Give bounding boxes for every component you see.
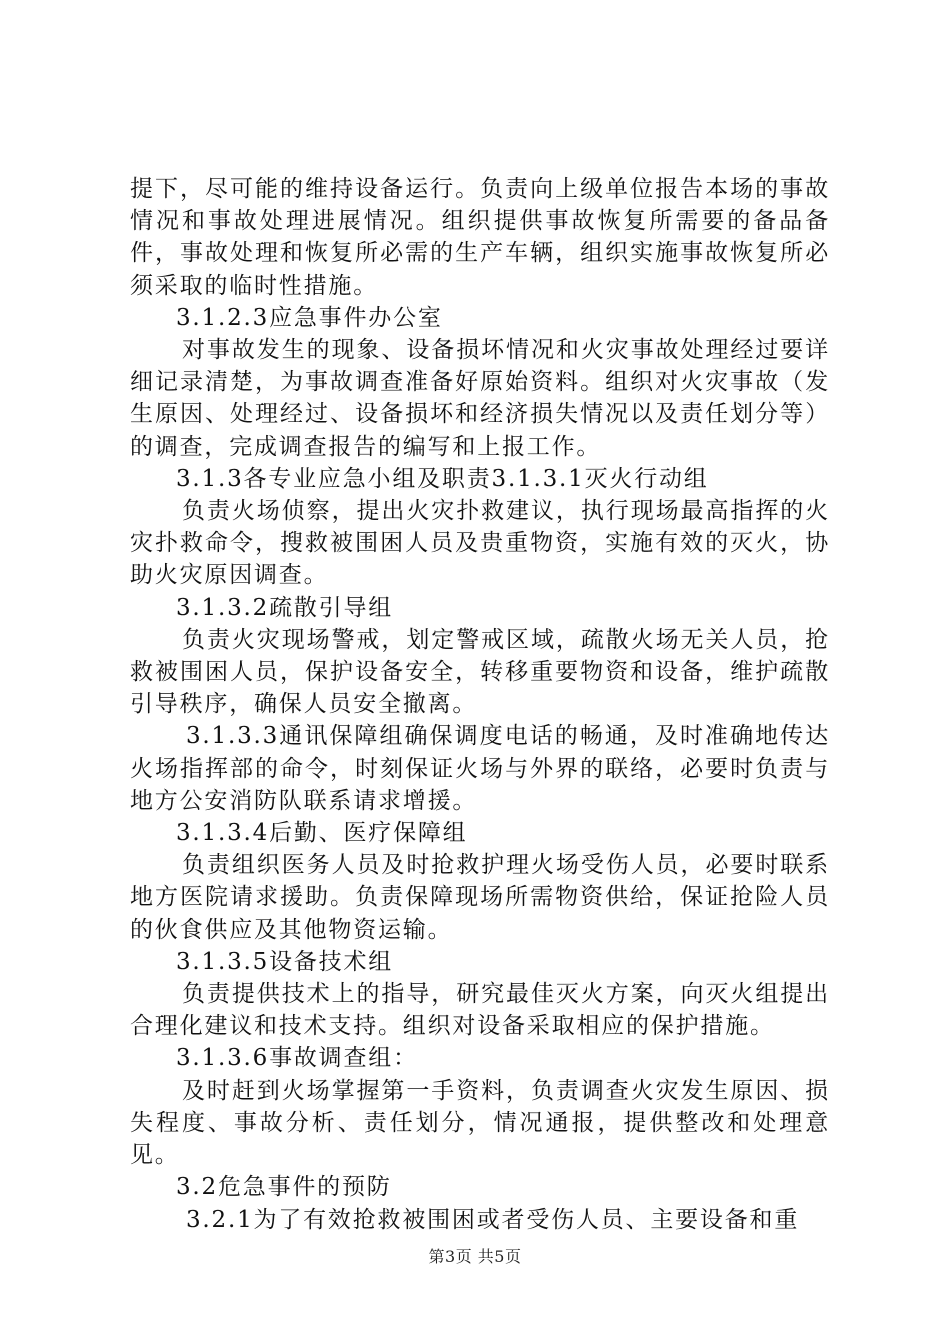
paragraph: 3.1.3各专业应急小组及职责3.1.3.1灭火行动组: [176, 465, 709, 492]
paragraph: 负责组织医务人员及时抢救护理火场受伤人员，必要时联系地方医院请求援助。负责保障现场所需物资供给，保证抢险人员的伙食供应及其他物资运输。: [130, 852, 830, 943]
paragraph: 3.1.3.2疏散引导组: [176, 594, 394, 621]
paragraph: 3.1.3.4后勤、医疗保障组: [176, 820, 468, 847]
paragraph: 3.2危急事件的预防: [176, 1174, 392, 1201]
paragraph: 负责火灾现场警戒，划定警戒区域，疏散火场无关人员，抢救被围困人员，保护设备安全，转移重要物资和设备，维护疏散引导秩序，确保人员安全撤离。: [130, 626, 830, 718]
paragraph: 提下，尽可能的维持设备运行。负责向上级单位报告本场的事故情况和事故处理进展情况。组织提供事故恢复所需要的备品备件，事故处理和恢复所必需的生产车辆，组织实施事故恢复所必须采取的临时性措施。: [130, 176, 830, 299]
page-footer: 第3页 共5页: [428, 1247, 522, 1266]
paragraph: 3.1.2.3应急事件办公室: [176, 304, 443, 331]
paragraph: 3.1.3.3通讯保障组确保调度电话的畅通，及时准确地传达火场指挥部的命令，时刻保证火场与外界的联络，必要时负责与地方公安消防队联系请求增援。: [130, 723, 830, 814]
paragraph: 3.1.3.6事故调查组：: [176, 1045, 418, 1072]
paragraph: 负责提供技术上的指导，研究最佳灭火方案，向灭火组提出合理化建议和技术支持。组织对设备采取相应的保护措施。: [130, 981, 830, 1040]
paragraph: 及时赶到火场掌握第一手资料，负责调查火灾发生原因、损失程度、事故分析、责任划分，情况通报，提供整改和处理意见。: [130, 1077, 830, 1169]
paragraph: 对事故发生的现象、设备损坏情况和火灾事故处理经过要详细记录清楚，为事故调查准备好原始资料。组织对火灾事故（发生原因、处理经过、设备损坏和经济损失情况以及责任划分等）的调查，完成调查报告的编写和上报工作。: [130, 337, 830, 460]
paragraph: 3.2.1为了有效抢救被围困或者受伤人员、主要设备和重: [186, 1206, 800, 1233]
document-body: [130, 173, 830, 1236]
paragraph: 3.1.3.5设备技术组: [176, 948, 394, 975]
paragraph: 负责火场侦察，提出火灾扑救建议，执行现场最高指挥的火灾扑救命令，搜救被围困人员及贵重物资，实施有效的灭火，协助火灾原因调查。: [130, 498, 830, 589]
